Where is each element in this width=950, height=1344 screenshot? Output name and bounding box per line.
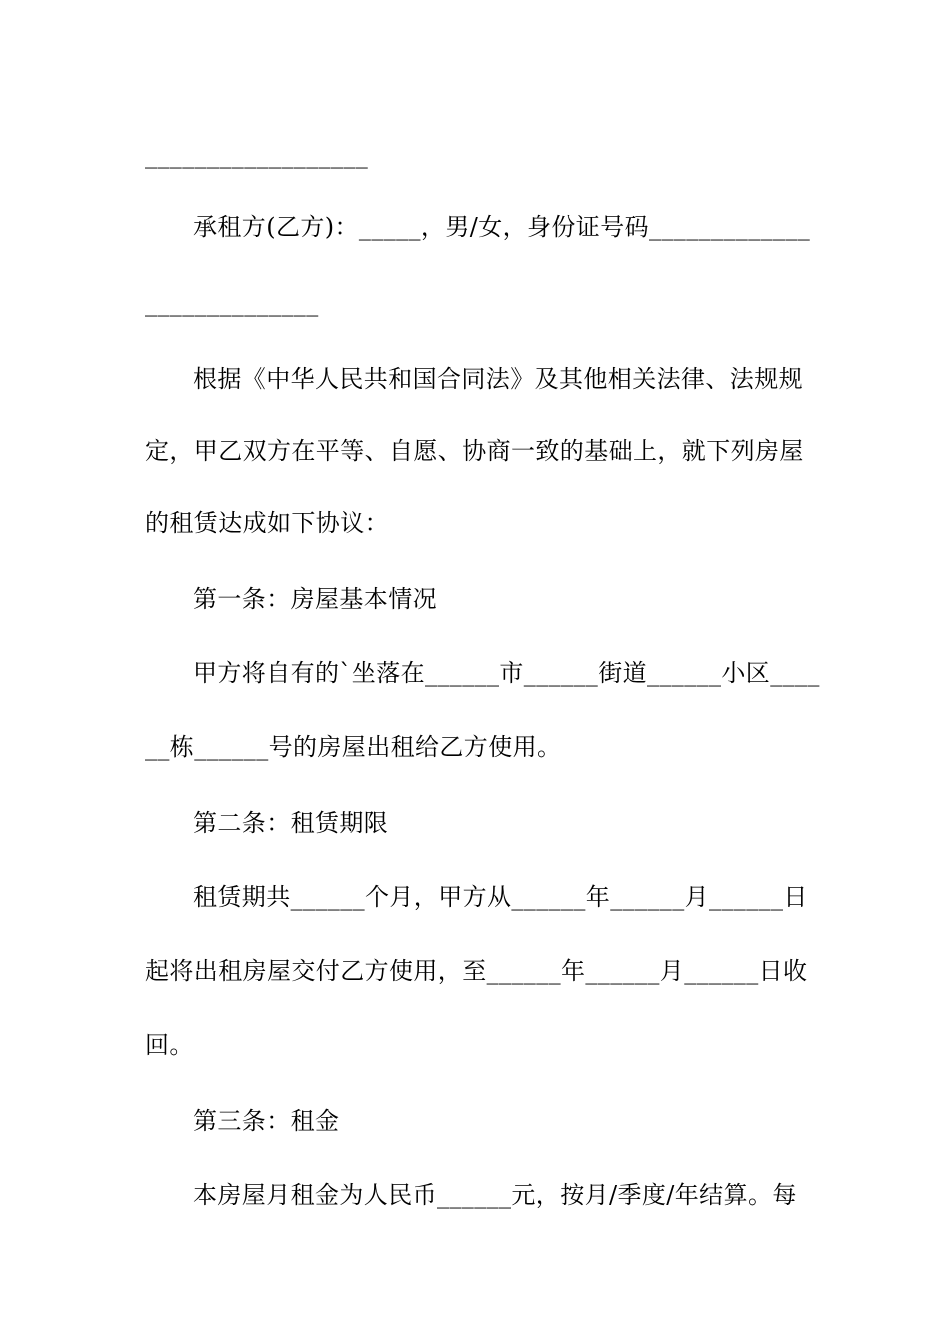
article-3-heading: 第三条：租金 bbox=[193, 1107, 340, 1135]
article-1-line-2: __栋______号的房屋出租给乙方使用。 bbox=[145, 733, 562, 761]
preamble-line-1: 根据《中华人民共和国合同法》及其他相关法律、法规规 bbox=[193, 365, 803, 393]
blank-line-top: __________________ bbox=[145, 141, 369, 169]
tenant-line: 承租方(乙方)：_____，男/女，身份证号码_____________ bbox=[193, 213, 811, 241]
article-1-heading: 第一条：房屋基本情况 bbox=[193, 585, 437, 613]
article-2-line-1: 租赁期共______个月，甲方从______年______月______日 bbox=[193, 883, 808, 911]
preamble-line-2: 定，甲乙双方在平等、自愿、协商一致的基础上，就下列房屋 bbox=[145, 437, 804, 465]
article-2-line-2: 起将出租房屋交付乙方使用，至______年______月______日收 bbox=[145, 957, 808, 985]
article-3-line-1: 本房屋月租金为人民币______元，按月/季度/年结算。每 bbox=[193, 1181, 797, 1209]
article-1-line-1: 甲方将自有的`坐落在______市______街道______小区____ bbox=[193, 659, 820, 687]
article-2-heading: 第二条：租赁期限 bbox=[193, 809, 389, 837]
article-2-line-3: 回。 bbox=[145, 1031, 194, 1059]
preamble-line-3: 的租赁达成如下协议： bbox=[145, 509, 389, 537]
blank-line-id: ______________ bbox=[145, 289, 319, 317]
